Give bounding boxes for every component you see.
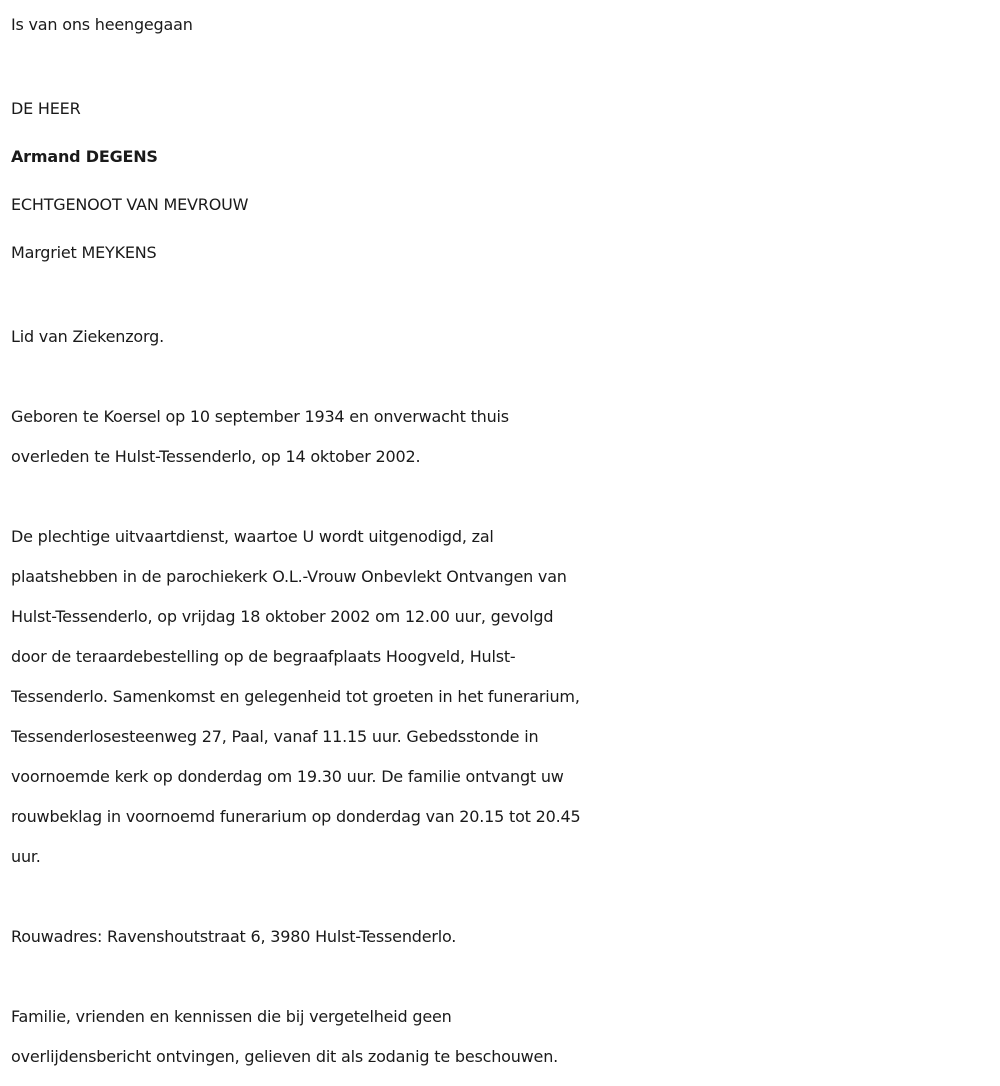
- address-line: Rouwadres: Ravenshoutstraat 6, 3980 Hulst-Tessenderlo.: [11, 927, 457, 946]
- spacer: [11, 957, 996, 997]
- spouse-name: Margriet MEYKENS: [11, 243, 157, 262]
- paragraph-line: rouwbeklag in voornoemd funerarium op donderdag van 20.15 tot 20.45: [11, 807, 581, 826]
- paragraph-line: Hulst-Tessenderlo, op vrijdag 18 oktober 2002 om 12.00 uur, gevolgd: [11, 607, 554, 626]
- deceased-name: Armand DEGENS: [11, 147, 158, 166]
- paragraph-line: door de teraardebestelling op de begraafplaats Hoogveld, Hulst-: [11, 647, 516, 666]
- intro-line: Is van ons heengegaan: [11, 15, 193, 34]
- funeral-paragraph: [11, 517, 996, 877]
- paragraph-line: Geboren te Koersel op 10 september 1934 en onverwacht thuis: [11, 407, 509, 426]
- paragraph-line: Tessenderlosesteenweg 27, Paal, vanaf 11.15 uur. Gebedsstonde in: [11, 727, 539, 746]
- membership-line: Lid van Ziekenzorg.: [11, 327, 164, 346]
- paragraph-line: overleden te Hulst-Tessenderlo, op 14 oktober 2002.: [11, 447, 421, 466]
- obituary-notice: [11, 5, 996, 1077]
- paragraph-line: De plechtige uitvaartdienst, waartoe U wordt uitgenodigd, zal: [11, 527, 494, 546]
- spacer: [11, 477, 996, 517]
- spacer: [11, 877, 996, 917]
- paragraph-line: plaatshebben in de parochiekerk O.L.-Vrouw Onbevlekt Ontvangen van: [11, 567, 567, 586]
- closing-paragraph: [11, 997, 996, 1077]
- paragraph-line: Familie, vrienden en kennissen die bij vergetelheid geen: [11, 1007, 452, 1026]
- paragraph-line: voornoemde kerk op donderdag om 19.30 uur. De familie ontvangt uw: [11, 767, 564, 786]
- title-prefix: DE HEER: [11, 99, 81, 118]
- paragraph-line: uur.: [11, 847, 41, 866]
- relation-line: ECHTGENOOT VAN MEVROUW: [11, 195, 249, 214]
- paragraph-line: Tessenderlo. Samenkomst en gelegenheid tot groeten in het funerarium,: [11, 687, 580, 706]
- spacer: [11, 277, 996, 317]
- birth-death-paragraph: [11, 397, 996, 477]
- paragraph-line: overlijdensbericht ontvingen, gelieven dit als zodanig te beschouwen.: [11, 1047, 559, 1066]
- spacer: [11, 45, 996, 85]
- spacer: [11, 357, 996, 397]
